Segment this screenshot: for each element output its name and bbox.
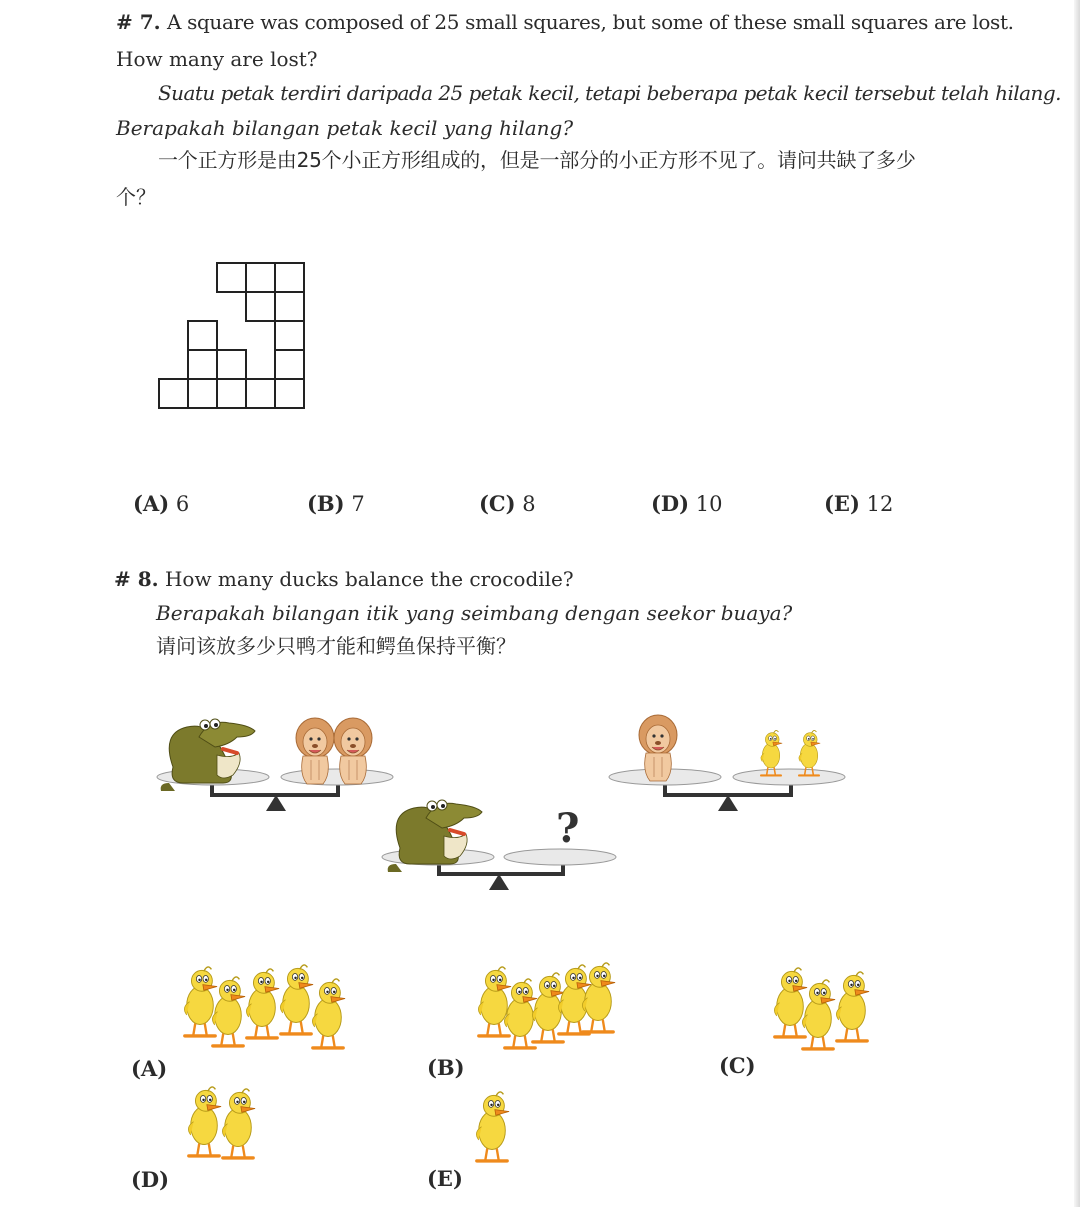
q8-number: # 8. — [114, 567, 159, 591]
q8-option-c-label: (C) — [719, 1053, 756, 1078]
q7-option-c-label: (C) — [479, 491, 516, 516]
q7-option-b-label: (B) — [307, 491, 345, 516]
q8-chinese-line: 请问该放多少只鸭才能和鳄鱼保持平衡？ — [156, 634, 516, 658]
balance-lion-ducks — [605, 715, 865, 815]
duck-icon — [188, 1087, 221, 1156]
page-edge — [1074, 0, 1080, 1207]
q8-english-text: How many ducks balance the crocodile? — [164, 567, 574, 591]
duck-icon — [582, 963, 615, 1032]
q7-option-a[interactable] — [133, 491, 189, 516]
q7-number: # 7. — [116, 10, 161, 34]
q8-english-line — [114, 569, 574, 589]
q7-option-b[interactable] — [307, 491, 365, 516]
balance-crocodile-question — [380, 800, 640, 910]
q7-chinese-line-2: 个？ — [116, 185, 156, 209]
duck-icon — [504, 979, 537, 1048]
duck-icon — [799, 730, 820, 775]
duck-icon — [476, 1092, 509, 1161]
q7-option-a-label: (A) — [133, 491, 170, 516]
q7-malay-line-2: Berapakah bilangan petak kecil yang hilang? — [116, 116, 574, 140]
q8-option-a[interactable] — [131, 1056, 167, 1081]
q7-option-a-value: 6 — [175, 492, 190, 516]
duck-icon — [184, 967, 217, 1036]
q8-option-c[interactable] — [719, 1053, 756, 1078]
duck-icon — [312, 979, 345, 1048]
q7-option-d-label: (D) — [651, 491, 690, 516]
q8-option-b-label: (B) — [427, 1055, 465, 1080]
q8-option-b[interactable] — [427, 1055, 465, 1080]
duck-icon — [280, 965, 313, 1034]
q8-option-e-ducks — [464, 1088, 524, 1188]
duck-icon — [246, 969, 279, 1038]
q7-option-c-value: 8 — [522, 492, 536, 516]
q7-english-line-1 — [116, 12, 1014, 32]
q7-malay-line-1: Suatu petak terdiri daripada 25 petak kecil, tetapi beberapa petak kecil tersebut telah hilang. — [158, 81, 1061, 105]
balance-crocodile-lions — [155, 715, 415, 815]
q8-option-c-ducks — [760, 968, 890, 1068]
q8-option-b-ducks — [466, 965, 626, 1065]
q8-option-a-ducks — [170, 965, 360, 1065]
duck-icon — [774, 968, 807, 1037]
q7-english-text: A square was composed of 25 small squares, but some of these small squares are lost. — [166, 10, 1014, 34]
duck-icon — [802, 980, 835, 1049]
q8-malay-line: Berapakah bilangan itik yang seimbang dengan seekor buaya? — [156, 601, 793, 625]
duck-icon — [222, 1089, 255, 1158]
q8-option-e[interactable] — [427, 1166, 463, 1191]
question-mark: ? — [556, 805, 580, 852]
q8-option-d-ducks — [172, 1083, 272, 1183]
q7-english-line-2: How many are lost? — [116, 47, 318, 71]
q8-option-e-label: (E) — [427, 1166, 463, 1191]
q7-option-e[interactable] — [824, 491, 893, 516]
duck-icon — [836, 972, 869, 1041]
q7-option-d[interactable] — [651, 491, 723, 516]
q7-option-e-label: (E) — [824, 491, 860, 516]
q8-option-d-label: (D) — [131, 1167, 170, 1192]
q8-option-a-label: (A) — [131, 1056, 168, 1081]
q7-option-b-value: 7 — [351, 492, 365, 516]
q7-option-d-value: 10 — [695, 492, 723, 516]
duck-icon — [212, 977, 245, 1046]
q8-option-d[interactable] — [131, 1167, 169, 1192]
q7-option-c[interactable] — [479, 491, 536, 516]
q7-chinese-line-1: 一个正方形是由25个小正方形组成的，但是一部分的小正方形不见了。请问共缺了多少 — [158, 148, 916, 172]
q7-square-figure — [156, 260, 316, 420]
q7-option-e-value: 12 — [866, 492, 894, 516]
